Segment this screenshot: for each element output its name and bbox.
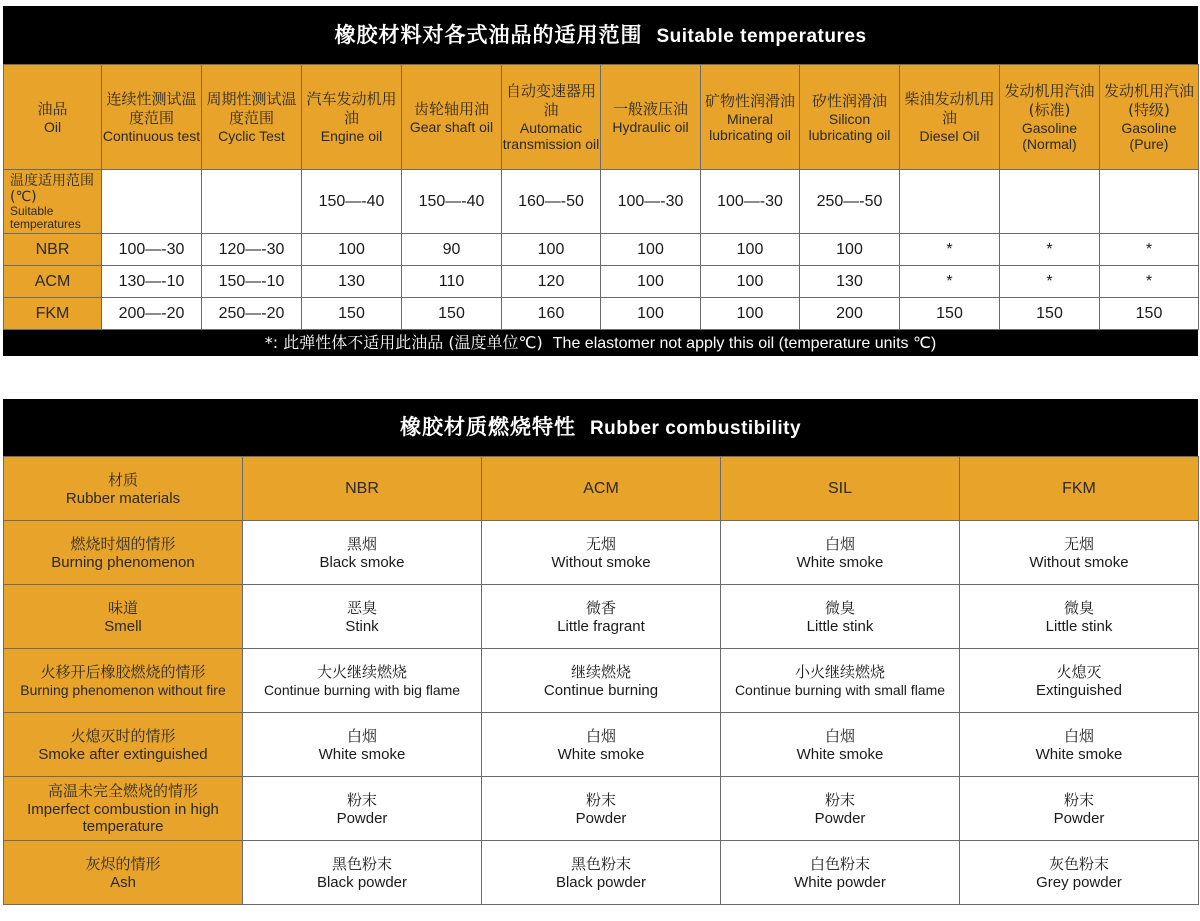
table-cell: 150 bbox=[900, 298, 1000, 330]
col-header-zh: 汽车发动机用油 bbox=[306, 90, 397, 127]
table-cell: 100 bbox=[701, 266, 800, 298]
cell-en: White smoke bbox=[796, 553, 884, 571]
table-cell bbox=[721, 585, 960, 649]
footnote-zh: *: 此弹性体不适用此油品 (温度单位℃) bbox=[264, 333, 543, 352]
table-cell: 100 bbox=[601, 234, 701, 266]
cell-zh: 无烟 bbox=[585, 534, 616, 553]
cell-zh: 微臭 bbox=[824, 598, 855, 617]
cell-en: White smoke bbox=[1035, 745, 1123, 763]
row-header-zh: 燃烧时烟的情形 bbox=[70, 534, 176, 553]
cell-en: Powder bbox=[336, 809, 388, 827]
col-header bbox=[601, 65, 701, 170]
cell-zh: 小火继续燃烧 bbox=[794, 662, 885, 681]
table-row bbox=[4, 266, 1199, 298]
cell-zh: 灰色粉末 bbox=[1048, 854, 1109, 873]
table-cell: 100—-30 bbox=[701, 170, 800, 234]
col-header-zh: 矽性润滑油 bbox=[811, 91, 887, 110]
row-header bbox=[4, 170, 102, 234]
col-header-en: Continuous test bbox=[102, 128, 201, 144]
table-cell: 150 bbox=[302, 298, 402, 330]
table-cell bbox=[243, 649, 482, 713]
table-cell bbox=[721, 777, 960, 841]
table-cell: 200 bbox=[800, 298, 900, 330]
row-header bbox=[4, 585, 243, 649]
row-header-zh: 火熄灭时的情形 bbox=[70, 726, 176, 745]
table-cell bbox=[482, 713, 721, 777]
table-cell bbox=[960, 777, 1199, 841]
row-header-zh: 火移开后橡胶燃烧的情形 bbox=[40, 662, 206, 681]
oil-table-title-zh: 橡胶材料对各式油品的适用范围 bbox=[334, 23, 643, 47]
combustibility-table bbox=[3, 456, 1199, 905]
table-cell bbox=[482, 585, 721, 649]
table-cell bbox=[482, 521, 721, 585]
table-cell: 100 bbox=[701, 234, 800, 266]
table-cell bbox=[960, 649, 1199, 713]
col-header bbox=[202, 65, 302, 170]
table-cell bbox=[243, 585, 482, 649]
col-header-en: Gasoline (Pure) bbox=[1121, 120, 1177, 152]
row-header bbox=[4, 521, 243, 585]
cell-zh: 白烟 bbox=[824, 534, 855, 553]
cell-zh: 火熄灭 bbox=[1056, 662, 1102, 681]
table-row bbox=[4, 585, 1199, 649]
table-cell: 120—-30 bbox=[202, 234, 302, 266]
cell-zh: 白烟 bbox=[585, 726, 616, 745]
cell-zh: 黑烟 bbox=[346, 534, 377, 553]
col-header bbox=[102, 65, 202, 170]
combustibility-table-title bbox=[3, 399, 1198, 456]
table-cell: * bbox=[900, 266, 1000, 298]
table-cell: 100 bbox=[800, 234, 900, 266]
row-header-zh: 高温未完全燃烧的情形 bbox=[47, 782, 198, 800]
col-header-en: Gear shaft oil bbox=[409, 118, 494, 135]
corner-en: Oil bbox=[43, 118, 62, 135]
table-cell bbox=[243, 841, 482, 905]
table-cell: 250—-50 bbox=[800, 170, 900, 234]
cell-zh: 大火继续燃烧 bbox=[316, 662, 407, 681]
col-header-zh: 连续性测试温度范围 bbox=[106, 90, 197, 127]
cell-en: Stink bbox=[345, 617, 379, 635]
table-cell: 150—-10 bbox=[202, 266, 302, 298]
col-header-en: Diesel Oil bbox=[919, 128, 980, 144]
table-row bbox=[4, 521, 1199, 585]
cell-zh: 微香 bbox=[585, 598, 616, 617]
row-header-en: Burning phenomenon without fire bbox=[20, 681, 226, 698]
cell-zh: 白色粉末 bbox=[809, 854, 870, 873]
cell-zh: 无烟 bbox=[1063, 534, 1094, 553]
table-cell: 150 bbox=[1100, 298, 1199, 330]
row-header-zh: 温度适用范围(℃) bbox=[10, 172, 94, 205]
oil-compatibility-section bbox=[3, 6, 1198, 356]
table-cell: 250—-20 bbox=[202, 298, 302, 330]
row-header: NBR bbox=[4, 234, 102, 266]
col-header: FKM bbox=[960, 457, 1199, 521]
table-cell bbox=[482, 841, 721, 905]
table-cell bbox=[960, 841, 1199, 905]
cell-en: Black smoke bbox=[319, 553, 405, 571]
table-cell: * bbox=[1100, 234, 1199, 266]
table-cell bbox=[721, 521, 960, 585]
footnote-en: The elastomer not apply this oil (temperature units ℃) bbox=[552, 335, 937, 352]
row-header bbox=[4, 713, 243, 777]
row-header-en: Suitable temperatures bbox=[10, 203, 81, 231]
cell-en: Grey powder bbox=[1036, 873, 1122, 891]
cell-en: Continue burning with small flame bbox=[734, 681, 946, 698]
table-cell bbox=[721, 713, 960, 777]
table-cell bbox=[243, 713, 482, 777]
combustibility-title-zh: 橡胶材质燃烧特性 bbox=[399, 415, 576, 439]
table-cell: * bbox=[1000, 266, 1100, 298]
row-header bbox=[4, 777, 243, 841]
col-header bbox=[1000, 65, 1100, 170]
table-row bbox=[4, 298, 1199, 330]
table-cell: 100 bbox=[701, 298, 800, 330]
cell-en: White smoke bbox=[796, 745, 884, 763]
cell-en: Extinguished bbox=[1036, 681, 1122, 699]
cell-en: Without smoke bbox=[1029, 553, 1129, 571]
col-header-en: Hydraulic oil bbox=[612, 118, 689, 135]
oil-table-title bbox=[3, 6, 1198, 64]
row-header-en: Smell bbox=[104, 617, 142, 635]
table-cell bbox=[482, 649, 721, 713]
table-cell: 150—-40 bbox=[302, 170, 402, 234]
table-cell bbox=[243, 521, 482, 585]
row-header-zh: 灰烬的情形 bbox=[85, 854, 161, 873]
corner-zh: 油品 bbox=[37, 99, 68, 118]
col-header: SIL bbox=[721, 457, 960, 521]
table-cell: 150—-40 bbox=[402, 170, 502, 234]
cell-en: Continue burning with big flame bbox=[263, 681, 461, 698]
cell-zh: 黑色粉末 bbox=[331, 854, 392, 873]
table-cell: 130—-10 bbox=[102, 266, 202, 298]
row-header bbox=[4, 649, 243, 713]
col-header-zh: 周期性测试温度范围 bbox=[206, 90, 297, 127]
cell-zh: 恶臭 bbox=[346, 598, 377, 617]
col-header bbox=[502, 65, 601, 170]
cell-en: Powder bbox=[575, 809, 627, 827]
table-cell bbox=[721, 649, 960, 713]
col-header-zh: 矿物性润滑油 bbox=[704, 91, 795, 110]
row-header bbox=[4, 841, 243, 905]
col-header bbox=[302, 65, 402, 170]
table-row bbox=[4, 841, 1199, 905]
table-cell: 130 bbox=[302, 266, 402, 298]
cell-en: Little stink bbox=[806, 617, 874, 635]
corner-zh: 材质 bbox=[107, 470, 138, 489]
cell-zh: 粉末 bbox=[585, 790, 616, 809]
corner-en: Rubber materials bbox=[65, 489, 181, 507]
cell-en: Powder bbox=[1053, 809, 1105, 827]
table-cell: 100—-30 bbox=[601, 170, 701, 234]
table-cell: 160 bbox=[502, 298, 601, 330]
combustibility-corner-header bbox=[4, 457, 243, 521]
col-header-zh: 发动机用汽油(标准) bbox=[1004, 82, 1095, 119]
table-cell: 130 bbox=[800, 266, 900, 298]
cell-en: White smoke bbox=[318, 745, 406, 763]
table-cell: 100 bbox=[601, 266, 701, 298]
row-header-zh: 味道 bbox=[107, 598, 138, 617]
table-cell: 100 bbox=[502, 234, 601, 266]
table-cell bbox=[102, 170, 202, 234]
table-cell: 100 bbox=[601, 298, 701, 330]
col-header bbox=[402, 65, 502, 170]
cell-zh: 白烟 bbox=[346, 726, 377, 745]
oil-corner-header bbox=[4, 65, 102, 170]
table-cell: * bbox=[900, 234, 1000, 266]
col-header bbox=[900, 65, 1000, 170]
col-header-en: Engine oil bbox=[320, 128, 383, 144]
cell-zh: 粉末 bbox=[346, 790, 377, 809]
col-header-zh: 柴油发动机用油 bbox=[904, 90, 995, 127]
col-header-en: Automatic transmission oil bbox=[502, 120, 600, 152]
table-cell: 90 bbox=[402, 234, 502, 266]
col-header-en: Gasoline (Normal) bbox=[1021, 120, 1078, 152]
col-header bbox=[800, 65, 900, 170]
cell-en: Powder bbox=[814, 809, 866, 827]
col-header-zh: 自动变速器用油 bbox=[505, 82, 596, 119]
cell-zh: 粉末 bbox=[1063, 790, 1094, 809]
cell-zh: 黑色粉末 bbox=[570, 854, 631, 873]
table-cell: * bbox=[1100, 266, 1199, 298]
table-cell bbox=[243, 777, 482, 841]
col-header-en: Mineral lubricating oil bbox=[709, 110, 791, 143]
table-cell: 150 bbox=[1000, 298, 1100, 330]
cell-zh: 白烟 bbox=[824, 726, 855, 745]
cell-en: Without smoke bbox=[551, 553, 651, 571]
table-cell: 110 bbox=[402, 266, 502, 298]
table-cell bbox=[960, 713, 1199, 777]
table-cell: 120 bbox=[502, 266, 601, 298]
table-row bbox=[4, 777, 1199, 841]
table-row bbox=[4, 649, 1199, 713]
cell-en: Black powder bbox=[316, 873, 408, 891]
col-header bbox=[1100, 65, 1199, 170]
table-cell: 160—-50 bbox=[502, 170, 601, 234]
col-header bbox=[701, 65, 800, 170]
cell-en: Black powder bbox=[555, 873, 647, 891]
oil-compatibility-table bbox=[3, 64, 1199, 330]
row-header: FKM bbox=[4, 298, 102, 330]
table-cell: 100 bbox=[302, 234, 402, 266]
col-header-en: Silicon lubricating oil bbox=[808, 110, 891, 143]
col-header: NBR bbox=[243, 457, 482, 521]
cell-en: Little stink bbox=[1045, 617, 1113, 635]
oil-table-title-en: Suitable temperatures bbox=[656, 26, 867, 47]
col-header-en: Cyclic Test bbox=[218, 128, 285, 144]
table-row bbox=[4, 234, 1199, 266]
table-row bbox=[4, 713, 1199, 777]
cell-zh: 白烟 bbox=[1063, 726, 1094, 745]
row-header-en: Imperfect combustion in high temperature bbox=[27, 801, 219, 835]
row-header-en: Smoke after extinguished bbox=[38, 745, 208, 763]
table-cell bbox=[1100, 170, 1199, 234]
table-cell: 100—-30 bbox=[102, 234, 202, 266]
table-cell bbox=[482, 777, 721, 841]
table-cell bbox=[960, 585, 1199, 649]
col-header: ACM bbox=[482, 457, 721, 521]
table-row bbox=[4, 170, 1199, 234]
table-cell bbox=[721, 841, 960, 905]
table-cell: 150 bbox=[402, 298, 502, 330]
row-header-en: Ash bbox=[110, 873, 136, 891]
table-cell bbox=[900, 170, 1000, 234]
table-cell bbox=[1000, 170, 1100, 234]
cell-zh: 粉末 bbox=[824, 790, 855, 809]
cell-zh: 继续燃烧 bbox=[570, 662, 631, 681]
table-cell bbox=[960, 521, 1199, 585]
table-cell bbox=[202, 170, 302, 234]
cell-en: Continue burning bbox=[543, 681, 659, 699]
col-header-zh: 齿轮轴用油 bbox=[413, 99, 489, 118]
oil-table-footnote bbox=[3, 330, 1198, 356]
col-header-zh: 一般液压油 bbox=[612, 99, 688, 118]
row-header: ACM bbox=[4, 266, 102, 298]
cell-en: White smoke bbox=[557, 745, 645, 763]
cell-en: White powder bbox=[794, 873, 886, 891]
row-header-en: Burning phenomenon bbox=[51, 553, 195, 571]
cell-en: Little fragrant bbox=[557, 617, 645, 635]
combustibility-title-en: Rubber combustibility bbox=[589, 418, 802, 439]
cell-zh: 微臭 bbox=[1063, 598, 1094, 617]
table-cell: 200—-20 bbox=[102, 298, 202, 330]
col-header-zh: 发动机用汽油(特级) bbox=[1103, 82, 1194, 119]
combustibility-section bbox=[3, 399, 1198, 905]
table-cell: * bbox=[1000, 234, 1100, 266]
